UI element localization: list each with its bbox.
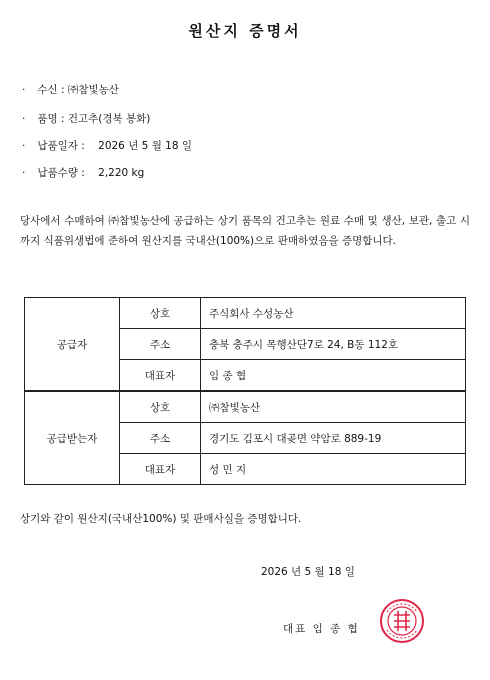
recipient-label: 수신 : — [37, 84, 65, 96]
receiver-address: 경기도 김포시 대곶면 약암로 889-19 — [201, 423, 466, 454]
document-title: 원산지 증명서 — [188, 22, 302, 40]
closing-statement: 상기와 같이 원산지(국내산100%) 및 판매사실을 증명합니다. — [20, 513, 302, 525]
field-name-label: 상호 — [120, 391, 201, 423]
bullet: · — [22, 84, 26, 96]
supplier-name: 주식회사 수성농산 — [201, 298, 466, 329]
recipient-value: ㈜참빛농산 — [67, 84, 119, 96]
field-address-label: 주소 — [120, 423, 201, 454]
table-row — [25, 298, 466, 329]
field-name-label: 상호 — [120, 298, 201, 329]
item-label: 품명 : — [37, 113, 65, 125]
bullet: · — [22, 113, 26, 125]
supplier-rep: 임 종 협 — [201, 360, 466, 392]
field-rep-label: 대표자 — [120, 454, 201, 485]
certification-paragraph: 당사에서 수매하여 ㈜참빛농산에 공급하는 상기 품목의 건고추는 원료 수매 및 생산, 보관, 출고 시 까지 식품위생법에 준하여 원산지를 국내산(100%)으로 판매하였음을 증명합니다. — [20, 215, 470, 247]
qty-value: 2,220 kg — [98, 167, 145, 179]
recipient-line — [22, 82, 119, 97]
issue-date: 2026 년 5 월 18 일 — [261, 566, 355, 578]
receiver-name: ㈜참빛농산 — [201, 391, 466, 423]
company-seal-icon — [379, 598, 425, 644]
receiver-rep: 성 민 지 — [201, 454, 466, 485]
qty-line — [22, 165, 144, 180]
signature-line: 대표 임 종 협 — [283, 623, 360, 635]
date-label: 납품일자 : — [37, 140, 85, 152]
date-line — [22, 138, 192, 153]
certification-table — [24, 297, 466, 485]
bullet: · — [22, 167, 26, 179]
qty-label: 납품수량 : — [37, 167, 85, 179]
table-row — [25, 391, 466, 423]
supplier-group-label: 공급자 — [25, 298, 120, 392]
field-rep-label: 대표자 — [120, 360, 201, 392]
date-value: 2026 년 5 월 18 일 — [98, 140, 193, 152]
receiver-group-label: 공급받는자 — [25, 391, 120, 485]
item-line — [22, 111, 150, 126]
item-value: 건고추(경북 봉화) — [67, 113, 151, 125]
bullet: · — [22, 140, 26, 152]
supplier-address: 충북 충주시 목행산단7로 24, B동 112호 — [201, 329, 466, 360]
field-address-label: 주소 — [120, 329, 201, 360]
